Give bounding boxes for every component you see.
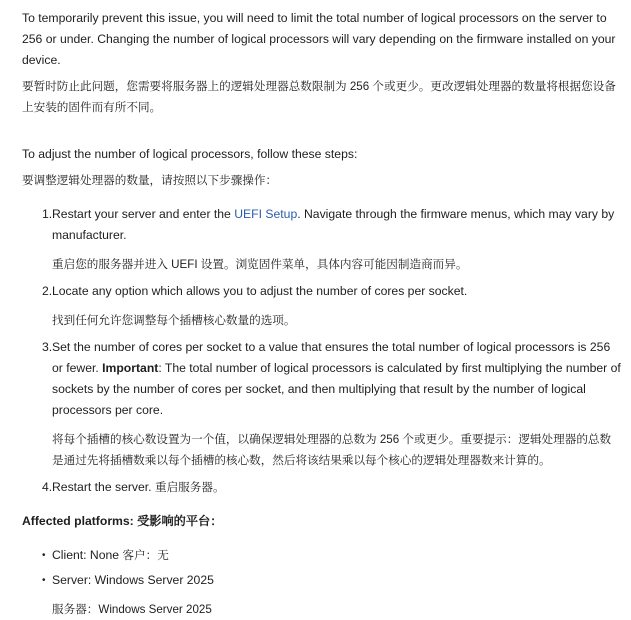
platform-item: • Client: None 客户：无 — [22, 545, 621, 566]
step-text-en: Set the number of cores per socket to a value that ensures the total number of logical processors is 256 or fewer. Important: The total number of logical processors is calculated by first multiplying the number of sockets by the number of cores per socket, and then multiplying that result by the number of logical processors per core. — [52, 340, 621, 417]
step-item — [22, 281, 621, 331]
step-number: 2. — [42, 284, 53, 298]
affected-platforms-heading: Affected platforms: 受影响的平台： — [22, 514, 223, 528]
step-text-zh: 将每个插槽的核心数设置为一个值，以确保逻辑处理器的总数为 256 个或更少。重要提示：逻辑处理器的总数是通过先将插槽数乘以每个插槽的核心数，然后将该结果乘以每个核心的逻辑处理器数来计算的。 — [52, 433, 612, 467]
step-text-en: Restart your server and enter the UEFI Setup. Navigate through the firmware menus, which may vary by manufacturer. — [52, 207, 615, 242]
step-text-zh: 重启您的服务器并进入 UEFI 设置。浏览固件菜单，具体内容可能因制造商而异。 — [52, 258, 468, 271]
platform-item: • Server: Windows Server 2025 服务器：Windows Server 2025 — [22, 570, 621, 620]
step-item — [22, 337, 621, 471]
step-item — [22, 477, 621, 498]
step-number: 3. — [42, 340, 53, 354]
steps-intro-zh: 要调整逻辑处理器的数量，请按照以下步骤操作： — [22, 174, 278, 187]
step-number: 4. — [42, 480, 53, 494]
intro-paragraph-en: To temporarily prevent this issue, you will need to limit the total number of logical processors on the server to 256 or under. Changing the number of logical processors will vary depending on the firmware installed on your device. — [22, 11, 616, 67]
step-text-zh: 找到任何允许您调整每个插槽核心数量的选项。 — [52, 314, 296, 327]
steps-list — [22, 204, 621, 498]
uefi-setup-link[interactable]: UEFI Setup — [234, 207, 298, 221]
intro-paragraph-zh: 要暂时防止此问题，您需要将服务器上的逻辑处理器总数限制为 256 个或更少。更改逻辑处理器的数量将根据您设备上安装的固件而有所不同。 — [22, 80, 616, 114]
important-label: Important — [102, 361, 159, 375]
step-text: Restart the server. 重启服务器。 — [52, 480, 225, 494]
step-item — [22, 204, 621, 275]
step-text-en: Locate any option which allows you to adjust the number of cores per socket. — [52, 284, 468, 298]
bullet-icon: • — [42, 550, 46, 561]
steps-intro-en: To adjust the number of logical processors, follow these steps: — [22, 147, 358, 161]
step-number: 1. — [42, 207, 53, 221]
bullet-icon: • — [42, 575, 46, 586]
affected-platforms-list — [22, 545, 621, 620]
